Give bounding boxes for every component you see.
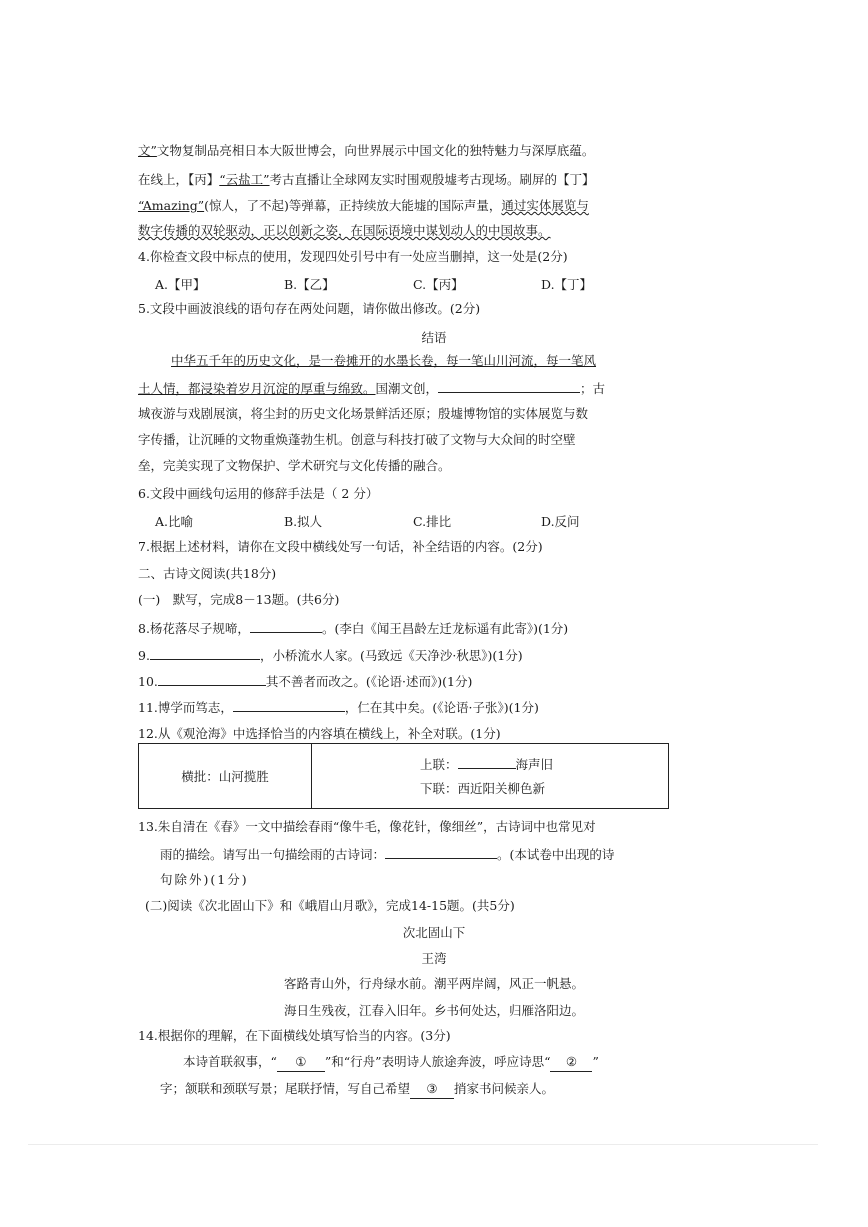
question-13-line	[160, 845, 614, 864]
answer-blank[interactable]	[438, 379, 580, 393]
question-4: 4.你检查文段中标点的使用，发现四处引号中有一处应当删掉，这一处是(2分)	[138, 249, 568, 264]
text: 10.	[138, 674, 158, 689]
question-12: 12.从《观沧海》中选择恰当的内容填在横线上，补全对联。(1分)	[138, 726, 501, 741]
text: ，小桥流水人家。(马致远《天净沙·秋思》)(1分)	[259, 648, 523, 663]
answer-blank[interactable]	[150, 646, 260, 660]
poem-author: 王湾	[421, 951, 447, 966]
answer-blank[interactable]	[250, 619, 322, 633]
question-10	[138, 672, 472, 691]
answer-blank[interactable]	[158, 672, 266, 686]
para-line	[138, 197, 589, 215]
para-line: 城夜游与戏剧展演，将尘封的历史文化场景鲜活还原；殷墟博物馆的实体展览与数	[138, 406, 589, 421]
horizontal-scroll: 横批：山河揽胜	[181, 769, 269, 784]
para-line: 垒，完美实现了文物保护、学术研究与文化传播的融合。	[138, 458, 451, 473]
para-line: 字传播，让沉睡的文物重焕蓬勃生机。创意与科技打破了文物与大众间的时空壁	[138, 432, 576, 447]
page-divider	[28, 1144, 818, 1145]
text: 。(李白《闻王昌龄左迁龙标遥有此寄》)(1分)	[321, 621, 569, 636]
answer-blank-2[interactable]: ②	[550, 1053, 592, 1072]
text: 本诗首联叙事，“	[183, 1054, 277, 1069]
text: 上联：	[420, 757, 458, 772]
answer-blank[interactable]	[458, 755, 516, 769]
text: 11.博学而笃志，	[138, 700, 233, 715]
option-c: C.排比	[413, 514, 452, 529]
para-line	[171, 352, 596, 370]
text: (惊人，了不起)等弹幕，正持续放大能墟的国际声量，	[204, 198, 502, 213]
subsection-heading: (一) 默写，完成8－13题。(共6分)	[138, 592, 340, 607]
question-11	[138, 698, 539, 717]
option-d: D.反问	[541, 514, 580, 529]
para-line	[138, 142, 594, 160]
text: 捎家书问候亲人。	[454, 1081, 555, 1096]
question-9	[138, 646, 523, 665]
question-7: 7.根据上述材料，请你在文段中横线处写一句话，补全结语的内容。(2分)	[138, 539, 543, 554]
poem-title: 次北固山下	[402, 925, 466, 940]
couplet-table	[138, 743, 669, 809]
section-title: 结语	[421, 330, 447, 345]
section-heading: 二、古诗文阅读(共18分)	[138, 566, 277, 581]
underlined-text: “云盐工”	[219, 172, 270, 187]
option-b: B.拟人	[284, 514, 323, 529]
option-a: A.【甲】	[155, 277, 206, 292]
couplet-cell	[312, 744, 669, 809]
question-5: 5.文段中画波浪线的语句存在两处问题，请你做出修改。(2分)	[138, 301, 481, 316]
underlined-text: 中华五千年的历史文化，是一卷摊开的水墨长卷，每一笔山川河流，每一笔风	[171, 353, 597, 368]
text: 国潮文创，	[375, 381, 439, 396]
horizontal-scroll-cell	[139, 744, 312, 809]
text: ，仁在其中矣。(《论语·子张》)(1分)	[344, 700, 539, 715]
text: 字；颔联和颈联写景；尾联抒情，写自己希望	[160, 1081, 411, 1096]
text: ；古	[580, 381, 606, 396]
question-6: 6.文段中画线句运用的修辞手法是（ 2 分）	[138, 486, 379, 501]
text: 雨的描绘。请写出一句描绘雨的古诗词：	[160, 847, 386, 862]
underlined-text: 文”	[138, 143, 157, 158]
text: 其不善者而改之。(《论语·述而》)(1分)	[265, 674, 473, 689]
upper-couplet	[420, 755, 667, 773]
question-14: 14.根据你的理解，在下面横线处填写恰当的内容。(3分)	[138, 1028, 451, 1043]
text: 9.	[138, 648, 150, 663]
wavy-text: 数字传播的双轮驱动，正以创新之姿，在国际语境中谋划动人的中国故事。	[138, 223, 551, 238]
para-line	[138, 379, 605, 398]
subsection-heading: (二)阅读《次北固山下》和《峨眉山月歌》，完成14-15题。(共5分)	[145, 898, 515, 913]
answer-blank[interactable]	[233, 698, 345, 712]
question-14-line	[183, 1053, 599, 1072]
poem-line: 海日生残夜，江春入旧年。乡书何处达，归雁洛阳边。	[283, 1003, 584, 1018]
poem-line: 客路青山外，行舟绿水前。潮平两岸阔，风正一帆悬。	[283, 976, 584, 991]
option-a: A.比喻	[155, 514, 194, 529]
option-d: D.【丁】	[541, 277, 593, 292]
question-13-line: 句除外)(1分)	[160, 872, 249, 887]
text: 文物复制品亮相日本大阪世博会，向世界展示中国文化的独特魅力与深厚底蕴。	[156, 143, 595, 158]
text: ”和“行舟”表明诗人旅途奔波，呼应诗思“	[324, 1054, 551, 1069]
para-line	[138, 171, 595, 189]
para-line	[138, 222, 551, 240]
question-13: 13.朱自清在《春》一文中描绘春雨“像牛毛，像花针，像细丝”，古诗词中也常见对	[138, 819, 596, 834]
question-14-line	[160, 1080, 554, 1099]
text: 在线上，【丙】	[138, 172, 220, 187]
answer-blank-1[interactable]: ①	[277, 1053, 325, 1072]
lower-couplet: 下联：西近阳关柳色新	[420, 781, 546, 796]
text: 8.杨花落尽子规啼，	[138, 621, 250, 636]
option-c: C.【丙】	[413, 277, 464, 292]
text: ”	[592, 1054, 599, 1069]
text: 海声旧	[515, 757, 554, 772]
wavy-text: 通过实体展览与	[501, 198, 589, 213]
text: 考古直播让全球网友实时围观殷墟考古现场。刷屏的【丁】	[269, 172, 595, 187]
answer-blank[interactable]	[385, 845, 497, 859]
text: 。(本试卷中出现的诗	[497, 847, 615, 862]
underlined-text: 土人情，都浸染着岁月沉淀的厚重与绵致。	[138, 381, 376, 396]
underlined-text: “Amazing”	[138, 198, 205, 213]
answer-blank-3[interactable]: ③	[410, 1080, 454, 1099]
question-8	[138, 619, 568, 638]
option-b: B.【乙】	[284, 277, 335, 292]
